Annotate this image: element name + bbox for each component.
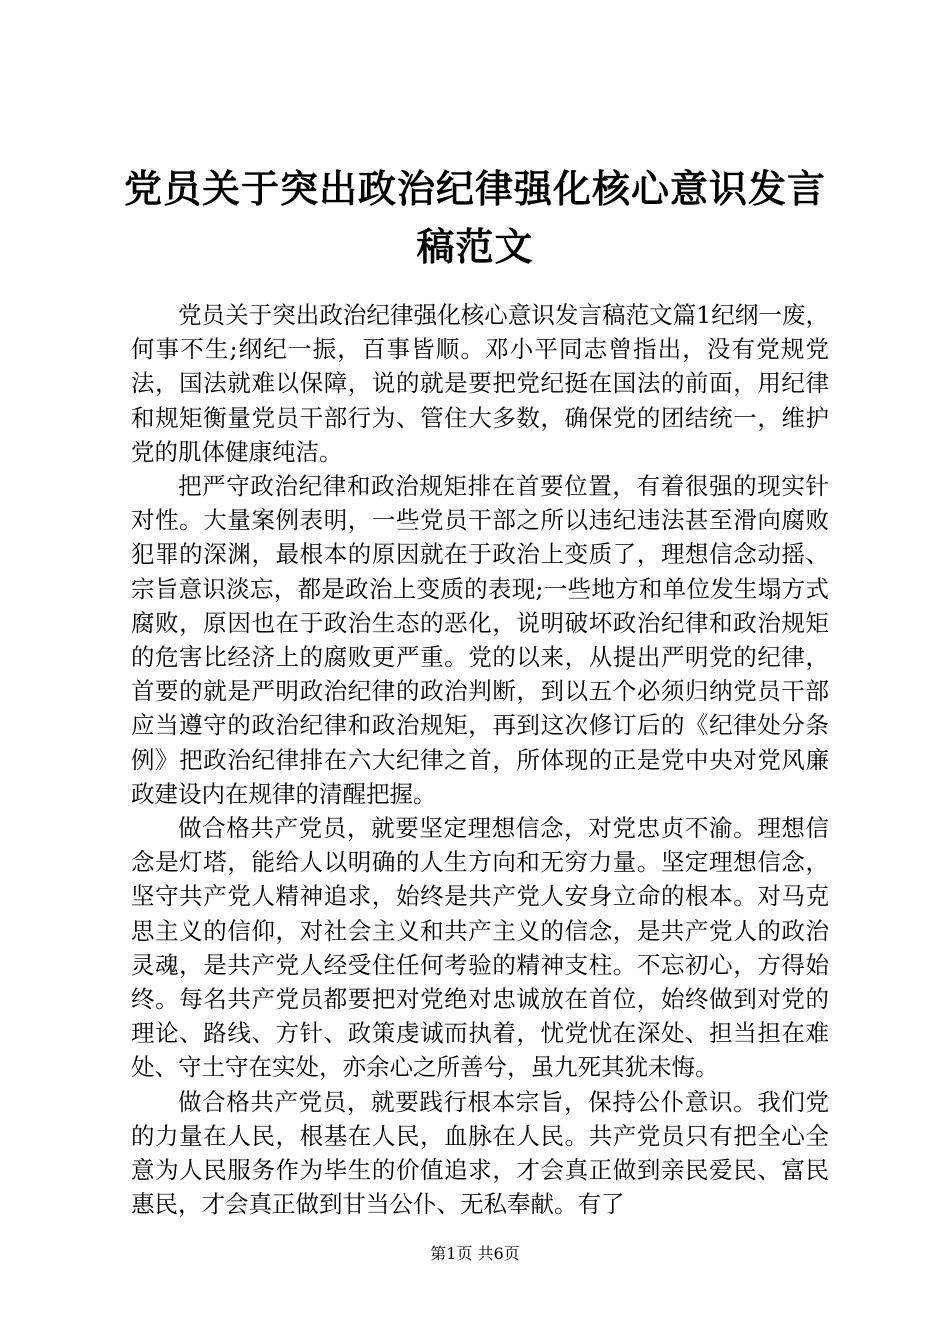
paragraph: 做合格共产党员，就要坚定理想信念，对党忠贞不渝。理想信念是灯塔，能给人以明确的人生方向和无穷力量。坚定理想信念，坚守共产党人精神追求，始终是共产党人安身立命的根本。对马克思主义的信仰，对社会主义和共产主义的信念，是共产党人的政治灵魂，是共产党人经受住任何考验的精神支柱。不忘初心，方得始终。每名共产党员都要把对党绝对忠诚放在首位，始终做到对党的理论、路线、方针、政策虔诚而执着，忧党忧在深处、担当担在难处、守土守在实处，亦余心之所善兮，虽九死其犹未悔。 — [131, 814, 829, 1082]
paragraph: 把严守政治纪律和政治规矩排在首要位置，有着很强的现实针对性。大量案例表明，一些党员干部之所以违纪违法甚至滑向腐败犯罪的深渊，最根本的原因就在于政治上变质了，理想信念动摇、宗旨意识淡忘，都是政治上变质的表现;一些地方和单位发生塌方式腐败，原因也在于政治生态的恶化，说明破坏政治纪律和政治规矩的危害比经济上的腐败更严重。党的以来，从提出严明党的纪律，首要的就是严明政治纪律的政治判断，到以五个必须归纳党员干部应当遵守的政治纪律和政治规矩，再到这次修订后的《纪律处分条例》把政治纪律排在六大纪律之首，所体现的正是党中央对党风廉政建设内在规律的清醒把握。 — [131, 472, 829, 808]
paragraph: 党员关于突出政治纪律强化核心意识发言稿范文篇1纪纲一废，何事不生;纲纪一振，百事皆顺。邓小平同志曾指出，没有党规党法，国法就难以保障，说的就是要把党纪挺在国法的前面，用纪律和规矩衡量党员干部行为、管住大多数，确保党的团结统一，维护党的肌体健康纯洁。 — [131, 301, 829, 466]
page-number-footer: 第1页 共6页 — [430, 1244, 520, 1263]
paragraph: 做合格共产党员，就要践行根本宗旨，保持公仆意识。我们党的力量在人民，根基在人民，血脉在人民。共产党员只有把全心全意为人民服务作为毕生的价值追求，才会真正做到亲民爱民、富民惠民，才会真正做到甘当公仆、无私奉献。有了 — [131, 1087, 829, 1219]
document-title: 党员关于突出政治纪律强化核心意识发言稿范文 — [123, 166, 826, 269]
document-body — [131, 298, 829, 1221]
